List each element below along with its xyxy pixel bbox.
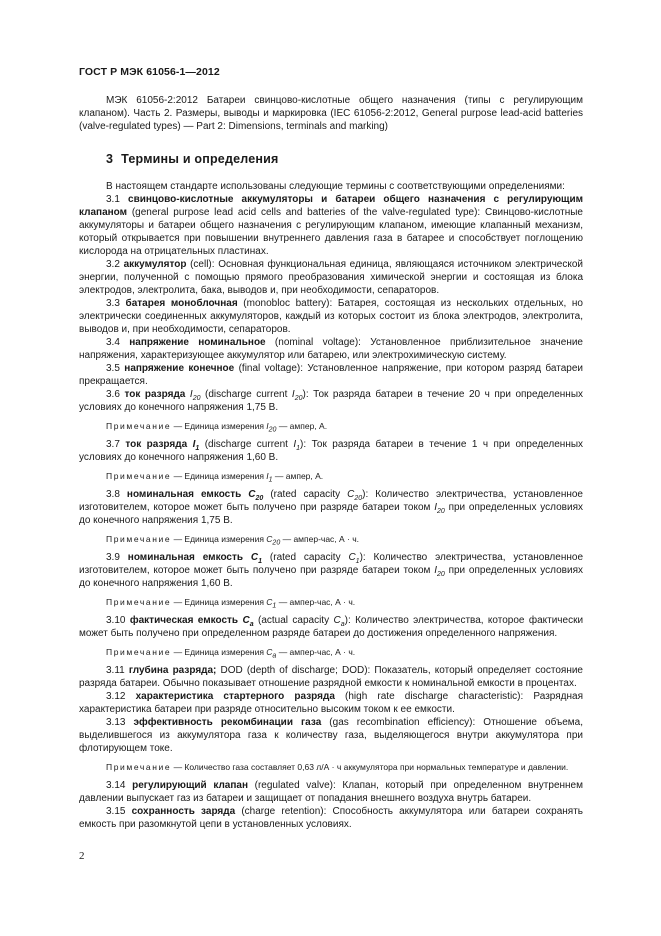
term-number: 3.7 bbox=[106, 439, 120, 450]
term-name: сохранность заряда bbox=[131, 806, 236, 817]
term-number: 3.9 bbox=[106, 552, 120, 563]
term-name: батарея моноблочная bbox=[125, 298, 238, 309]
term-symbol: $C_a$ bbox=[242, 615, 254, 628]
term-name: эффективность рекомбинации газа bbox=[133, 717, 322, 728]
term-note: Примечание — Единица измерения $C_1$ — ампер-час, А · ч. bbox=[106, 597, 356, 610]
term-definition: (charge retention): Способность аккумулятора или батареи сохранять емкость при разомкнутой цепи в установленных условиях. bbox=[79, 806, 583, 830]
term-3-11 bbox=[79, 664, 583, 690]
term-definition: (nominal voltage): Установленное приблизительное значение напряжения, характеризующее аккумулятор или батарею, или электрохимическую систему. bbox=[79, 337, 583, 361]
section-heading bbox=[106, 153, 583, 166]
term-note: Примечание — Единица измерения $I_{20}$ — ампер, А. bbox=[106, 421, 328, 434]
term-3-14 bbox=[79, 779, 583, 805]
term-definition: DOD (depth of discharge; DOD): Показатель, который определяет состояние разряда батареи. Обычно показывает отношение разрядной емкости к номинальной емкости в процентах. bbox=[79, 665, 583, 689]
term-number: 3.13 bbox=[106, 717, 126, 728]
section-title: Термины и определения bbox=[121, 152, 279, 166]
term-3-15 bbox=[79, 805, 583, 831]
term-definition: (general purpose lead acid cells and batteries of the valve-regulated type): Свинцово-кислотные аккумуляторы и батареи общего назначения с регулирующим клапаном, имеющие клапанный механизм, который открывается при повышении внутреннего давления газа в батарее и способствует поглощению кислорода на отрицательных пластинах. bbox=[79, 207, 583, 257]
term-3-6: 3.6 ток разряда $I_{20}$ (discharge current $I_{20}$): Ток разряда батареи в течение 20 ч при определенных условиях до конечного напряжения 1,75 В. bbox=[79, 389, 584, 413]
term-number: 3.5 bbox=[106, 363, 120, 374]
document-body bbox=[79, 94, 583, 831]
term-number: 3.15 bbox=[106, 806, 126, 817]
term-note: Примечание — Единица измерения $C_a$ — ампер-час, А · ч. bbox=[106, 647, 356, 660]
term-number: 3.1 bbox=[106, 194, 120, 205]
section-intro: В настоящем стандарте использованы следующие термины с соответствующими определениями: bbox=[106, 181, 565, 192]
term-number: 3.8 bbox=[106, 489, 120, 500]
term-name: напряжение конечное bbox=[124, 363, 235, 374]
term-definition: (regulated valve): Клапан, который при определенном внутреннем давлении выпускает газ из батареи и защищает от попадания внешнего воздуха внутрь батареи. bbox=[79, 780, 583, 804]
term-definition: (high rate discharge characteristic): Разрядная характеристика батареи при разряде относительно высоким током к ее емкости. bbox=[79, 691, 583, 715]
term-name: номинальная емкость bbox=[127, 552, 244, 563]
term-3-5 bbox=[79, 362, 583, 388]
term-name: напряжение номинальное bbox=[129, 337, 266, 348]
term-3-1 bbox=[79, 193, 583, 258]
term-note: Примечание — Единица измерения $C_{20}$ — ампер-час, А · ч. bbox=[106, 534, 360, 547]
term-name: характеристика стартерного разряда bbox=[135, 691, 335, 702]
term-note: Примечание — Единица измерения $I_1$ — ампер, А. bbox=[106, 471, 324, 484]
term-name: фактическая емкость bbox=[129, 615, 239, 626]
term-name: ток разряда bbox=[125, 439, 188, 450]
term-name: свинцово-кислотные аккумуляторы и батареи общего назначения с регулирующим клапаном bbox=[79, 194, 583, 218]
term-name: ток разряда bbox=[124, 389, 186, 400]
term-definition: (cell): Основная функциональная единица, являющаяся источником электрической энергии, полученной с помощью прямого преобразования химической энергии и состоящая из блока электродов, электролита, бака, выводов и, при необходимости, сепараторов. bbox=[79, 259, 583, 296]
term-definition: (gas recombination efficiency): Отношение объема, выделившегося из аккумулятора газа к количеству газа, выделяющегося внутри аккумулятора при флотирующем токе. bbox=[79, 717, 584, 754]
term-number: 3.12 bbox=[106, 691, 126, 702]
term-3-8: 3.8 номинальная емкость $C_{20}$ (rated capacity $C_{20}$): Количество электричества, установленное изготовителем, которое может быть получено при разряде батареи током $I_{20}$ при определенных условиях до конечного напряжения 1,75 В. bbox=[79, 489, 583, 526]
term-number: 3.14 bbox=[106, 780, 126, 791]
term-3-3 bbox=[79, 297, 583, 336]
term-symbol: $I_1$ bbox=[192, 439, 200, 452]
term-number: 3.10 bbox=[106, 615, 126, 626]
term-3-10: 3.10 фактическая емкость $C_a$ (actual capacity $C_a$): Количество электричества, которое фактически может быть получено при определенном разряде батареи до достижения определенного напряжения. bbox=[79, 615, 584, 639]
term-number: 3.6 bbox=[106, 389, 120, 400]
term-name: глубина разряда; bbox=[128, 665, 217, 676]
normative-reference: МЭК 61056-2:2012 Батареи свинцово-кислотные общего назначения (типы с регулирующим клапаном). Часть 2. Размеры, выводы и маркировка (IEC 61056-2:2012, General purpose lead-acid batteries (valve-regulated types) — Part 2: Dimensions, terminals and marking) bbox=[79, 95, 583, 132]
term-name: аккумулятор bbox=[123, 259, 187, 270]
term-3-4 bbox=[79, 336, 583, 362]
term-3-9: 3.9 номинальная емкость $C_1$ (rated capacity $C_1$): Количество электричества, установленное изготовителем, которое может быть получено при разряде батареи током $I_{20}$ при определенных условиях до конечного напряжения 1,60 В. bbox=[79, 552, 584, 589]
section-number: 3 bbox=[106, 152, 114, 166]
term-number: 3.4 bbox=[106, 337, 120, 348]
term-3-13 bbox=[79, 716, 583, 755]
page-number: 2 bbox=[79, 850, 85, 862]
term-name: регулирующий клапан bbox=[132, 780, 248, 791]
term-definition: (monobloc battery): Батарея, состоящая из нескольких отдельных, но электрически соединенных аккумуляторов, каждый из которых состоит из блока электродов, электролита, выводов и, при необходимости, сепараторов. bbox=[79, 298, 583, 335]
term-number: 3.11 bbox=[106, 665, 125, 676]
term-symbol: $C_{20}$ bbox=[248, 489, 264, 502]
term-number: 3.3 bbox=[106, 298, 120, 309]
term-note: Примечание — Количество газа составляет 0,63 л/А · ч аккумулятора при нормальных температуре и давлении. bbox=[106, 762, 569, 772]
term-3-2 bbox=[79, 258, 583, 297]
term-3-12 bbox=[79, 690, 583, 716]
term-definition: (final voltage): Установленное напряжение, при котором разряд батареи прекращается. bbox=[79, 363, 584, 387]
term-symbol: $I_{20}$ bbox=[189, 389, 201, 402]
term-symbol: $C_1$ bbox=[250, 552, 263, 565]
term-name: номинальная емкость bbox=[126, 489, 242, 500]
term-number: 3.2 bbox=[106, 259, 120, 270]
document-header: ГОСТ Р МЭК 61056-1—2012 bbox=[79, 66, 220, 78]
term-3-7: 3.7 ток разряда $I_1$ (discharge current $I_1$): Ток разряда батареи в течение 1 ч при определенных условиях до конечного напряжения 1,60 В. bbox=[79, 439, 584, 463]
